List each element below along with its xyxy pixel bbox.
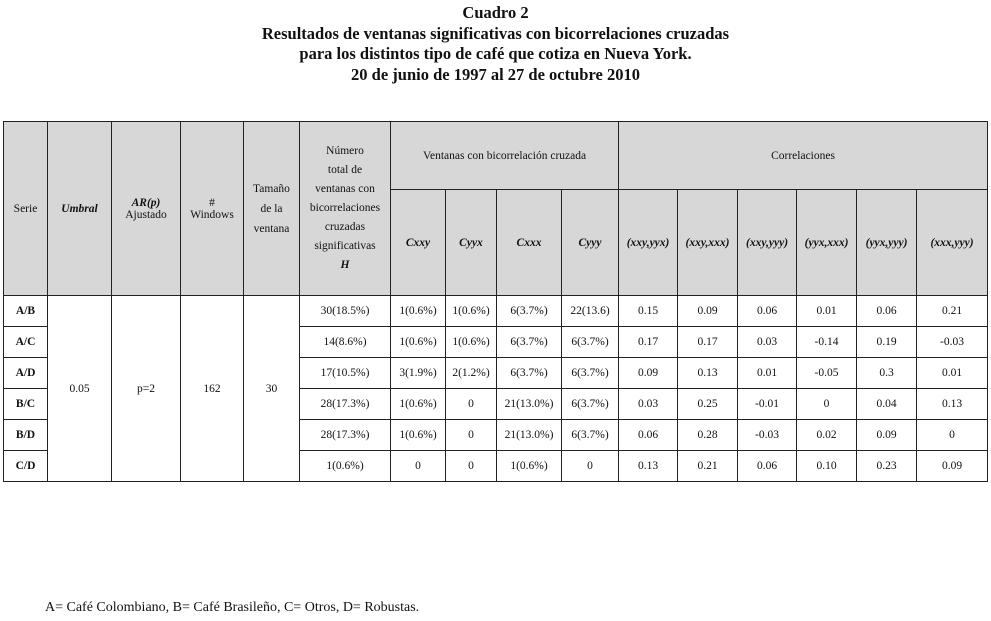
- data-cell: 21(13.0%): [497, 389, 562, 420]
- data-cell: 0.03: [738, 327, 797, 358]
- serie-cell: A/D: [4, 358, 48, 389]
- ar-value: p=2: [112, 296, 181, 482]
- data-cell: 0.21: [678, 451, 738, 482]
- data-cell: 0.06: [619, 420, 678, 451]
- data-cell: 0.01: [738, 358, 797, 389]
- data-cell: 21(13.0%): [497, 420, 562, 451]
- header-numero-line: ventanas con: [315, 183, 375, 195]
- header-numero-line: Número: [326, 145, 364, 157]
- data-cell: 1(0.6%): [391, 389, 446, 420]
- data-cell: 6(3.7%): [562, 327, 619, 358]
- data-cell: 0.09: [917, 451, 988, 482]
- data-cell: 6(3.7%): [497, 358, 562, 389]
- subheader-cell: Cyyx: [446, 190, 497, 296]
- table-title: [0, 3, 991, 85]
- subheader-cell: (yyx,xxx): [797, 190, 857, 296]
- tamano-value: 30: [244, 296, 300, 482]
- data-cell: 0.01: [917, 358, 988, 389]
- data-cell: 0.23: [857, 451, 917, 482]
- header-tamano-label: Tamaño: [253, 182, 290, 195]
- serie-cell: C/D: [4, 451, 48, 482]
- subheader-cell: Cxxy: [391, 190, 446, 296]
- data-cell: 1(0.6%): [497, 451, 562, 482]
- title-line-4: 20 de junio de 1997 al 27 de octubre 2010: [351, 64, 640, 84]
- data-cell: 0.17: [619, 327, 678, 358]
- data-cell: -0.03: [917, 327, 988, 358]
- data-cell: 6(3.7%): [497, 296, 562, 327]
- data-cell: 3(1.9%): [391, 358, 446, 389]
- header-numero-line: significativas: [314, 240, 376, 252]
- header-serie: Serie: [4, 122, 48, 296]
- subheader-cell: (xxy,xxx): [678, 190, 738, 296]
- data-cell: 0.06: [738, 451, 797, 482]
- data-cell: 1(0.6%): [391, 420, 446, 451]
- data-cell: 22(13.6): [562, 296, 619, 327]
- data-cell: 2(1.2%): [446, 358, 497, 389]
- data-cell: 0.09: [857, 420, 917, 451]
- data-cell: 0.21: [917, 296, 988, 327]
- data-cell: 0.09: [619, 358, 678, 389]
- header-windows-label: Windows: [190, 208, 234, 221]
- data-cell: 0.01: [797, 296, 857, 327]
- h-cell: 30(18.5%): [300, 296, 391, 327]
- data-cell: 0.13: [619, 451, 678, 482]
- header-hash-label: #: [209, 196, 215, 209]
- data-cell: -0.01: [738, 389, 797, 420]
- windows-value: 162: [181, 296, 244, 482]
- h-cell: 14(8.6%): [300, 327, 391, 358]
- data-cell: 0.06: [857, 296, 917, 327]
- h-cell: 1(0.6%): [300, 451, 391, 482]
- data-cell: 0.19: [857, 327, 917, 358]
- serie-cell: A/B: [4, 296, 48, 327]
- table-body: [4, 122, 988, 482]
- h-cell: 28(17.3%): [300, 389, 391, 420]
- serie-cell: B/C: [4, 389, 48, 420]
- data-cell: 0.04: [857, 389, 917, 420]
- header-umbral: Umbral: [48, 122, 112, 296]
- data-cell: 0.02: [797, 420, 857, 451]
- serie-cell: A/C: [4, 327, 48, 358]
- data-cell: 1(0.6%): [391, 327, 446, 358]
- h-cell: 28(17.3%): [300, 420, 391, 451]
- data-cell: -0.03: [738, 420, 797, 451]
- data-cell: 6(3.7%): [497, 327, 562, 358]
- data-cell: 0.13: [917, 389, 988, 420]
- table-row: [4, 296, 988, 327]
- data-cell: -0.14: [797, 327, 857, 358]
- data-cell: 6(3.7%): [562, 358, 619, 389]
- header-windows: [181, 122, 244, 296]
- header-numero-line: cruzadas: [324, 221, 366, 233]
- data-cell: 1(0.6%): [391, 296, 446, 327]
- data-cell: 0.06: [738, 296, 797, 327]
- header-numero-line: bicorrelaciones: [309, 202, 381, 214]
- data-cell: 0.3: [857, 358, 917, 389]
- data-cell: 1(0.6%): [446, 327, 497, 358]
- data-cell: 0.10: [797, 451, 857, 482]
- data-cell: 6(3.7%): [562, 389, 619, 420]
- data-cell: 0.03: [619, 389, 678, 420]
- data-cell: 0.15: [619, 296, 678, 327]
- header-ar-p-label: AR(p): [131, 196, 161, 209]
- subheader-cell: Cyyy: [562, 190, 619, 296]
- header-h-label: H: [340, 259, 350, 271]
- data-cell: 0: [797, 389, 857, 420]
- subheader-cell: (xxy,yyy): [738, 190, 797, 296]
- data-cell: 0: [562, 451, 619, 482]
- header-de-la-label: de la: [260, 202, 283, 215]
- subheader-cell: Cxxx: [497, 190, 562, 296]
- results-table: [3, 121, 988, 482]
- data-cell: -0.05: [797, 358, 857, 389]
- umbral-value: 0.05: [48, 296, 112, 482]
- legend-note: A= Café Colombiano, B= Café Brasileño, C= Otros, D= Robustas.: [45, 600, 420, 615]
- header-ar-p: [112, 122, 181, 296]
- title-line-2: Resultados de ventanas significativas con bicorrelaciones cruzadas: [261, 23, 730, 43]
- data-cell: 6(3.7%): [562, 420, 619, 451]
- header-group-correlaciones: Correlaciones: [619, 122, 988, 190]
- data-cell: 0: [446, 420, 497, 451]
- subheader-cell: (xxy,yyx): [619, 190, 678, 296]
- header-group-ventanas: Ventanas con bicorrelación cruzada: [391, 122, 619, 190]
- h-cell: 17(10.5%): [300, 358, 391, 389]
- header-numero-h: [300, 122, 391, 296]
- data-cell: 0.25: [678, 389, 738, 420]
- title-line-1: Cuadro 2: [462, 3, 529, 22]
- data-cell: 1(0.6%): [446, 296, 497, 327]
- serie-cell: B/D: [4, 420, 48, 451]
- data-cell: 0: [446, 451, 497, 482]
- data-cell: 0.09: [678, 296, 738, 327]
- subheader-cell: (xxx,yyy): [917, 190, 988, 296]
- subheader-cell: (yyx,yyy): [857, 190, 917, 296]
- title-line-3: para los distintos tipo de café que cotiza en Nueva York.: [299, 44, 692, 63]
- data-cell: 0.28: [678, 420, 738, 451]
- header-ventana-label: ventana: [253, 222, 290, 235]
- data-cell: 0: [391, 451, 446, 482]
- data-cell: 0: [917, 420, 988, 451]
- header-ajustado-label: Ajustado: [125, 208, 167, 221]
- data-cell: 0.13: [678, 358, 738, 389]
- header-numero-line: total de: [327, 164, 363, 176]
- data-cell: 0: [446, 389, 497, 420]
- header-tamano: [244, 122, 300, 296]
- data-cell: 0.17: [678, 327, 738, 358]
